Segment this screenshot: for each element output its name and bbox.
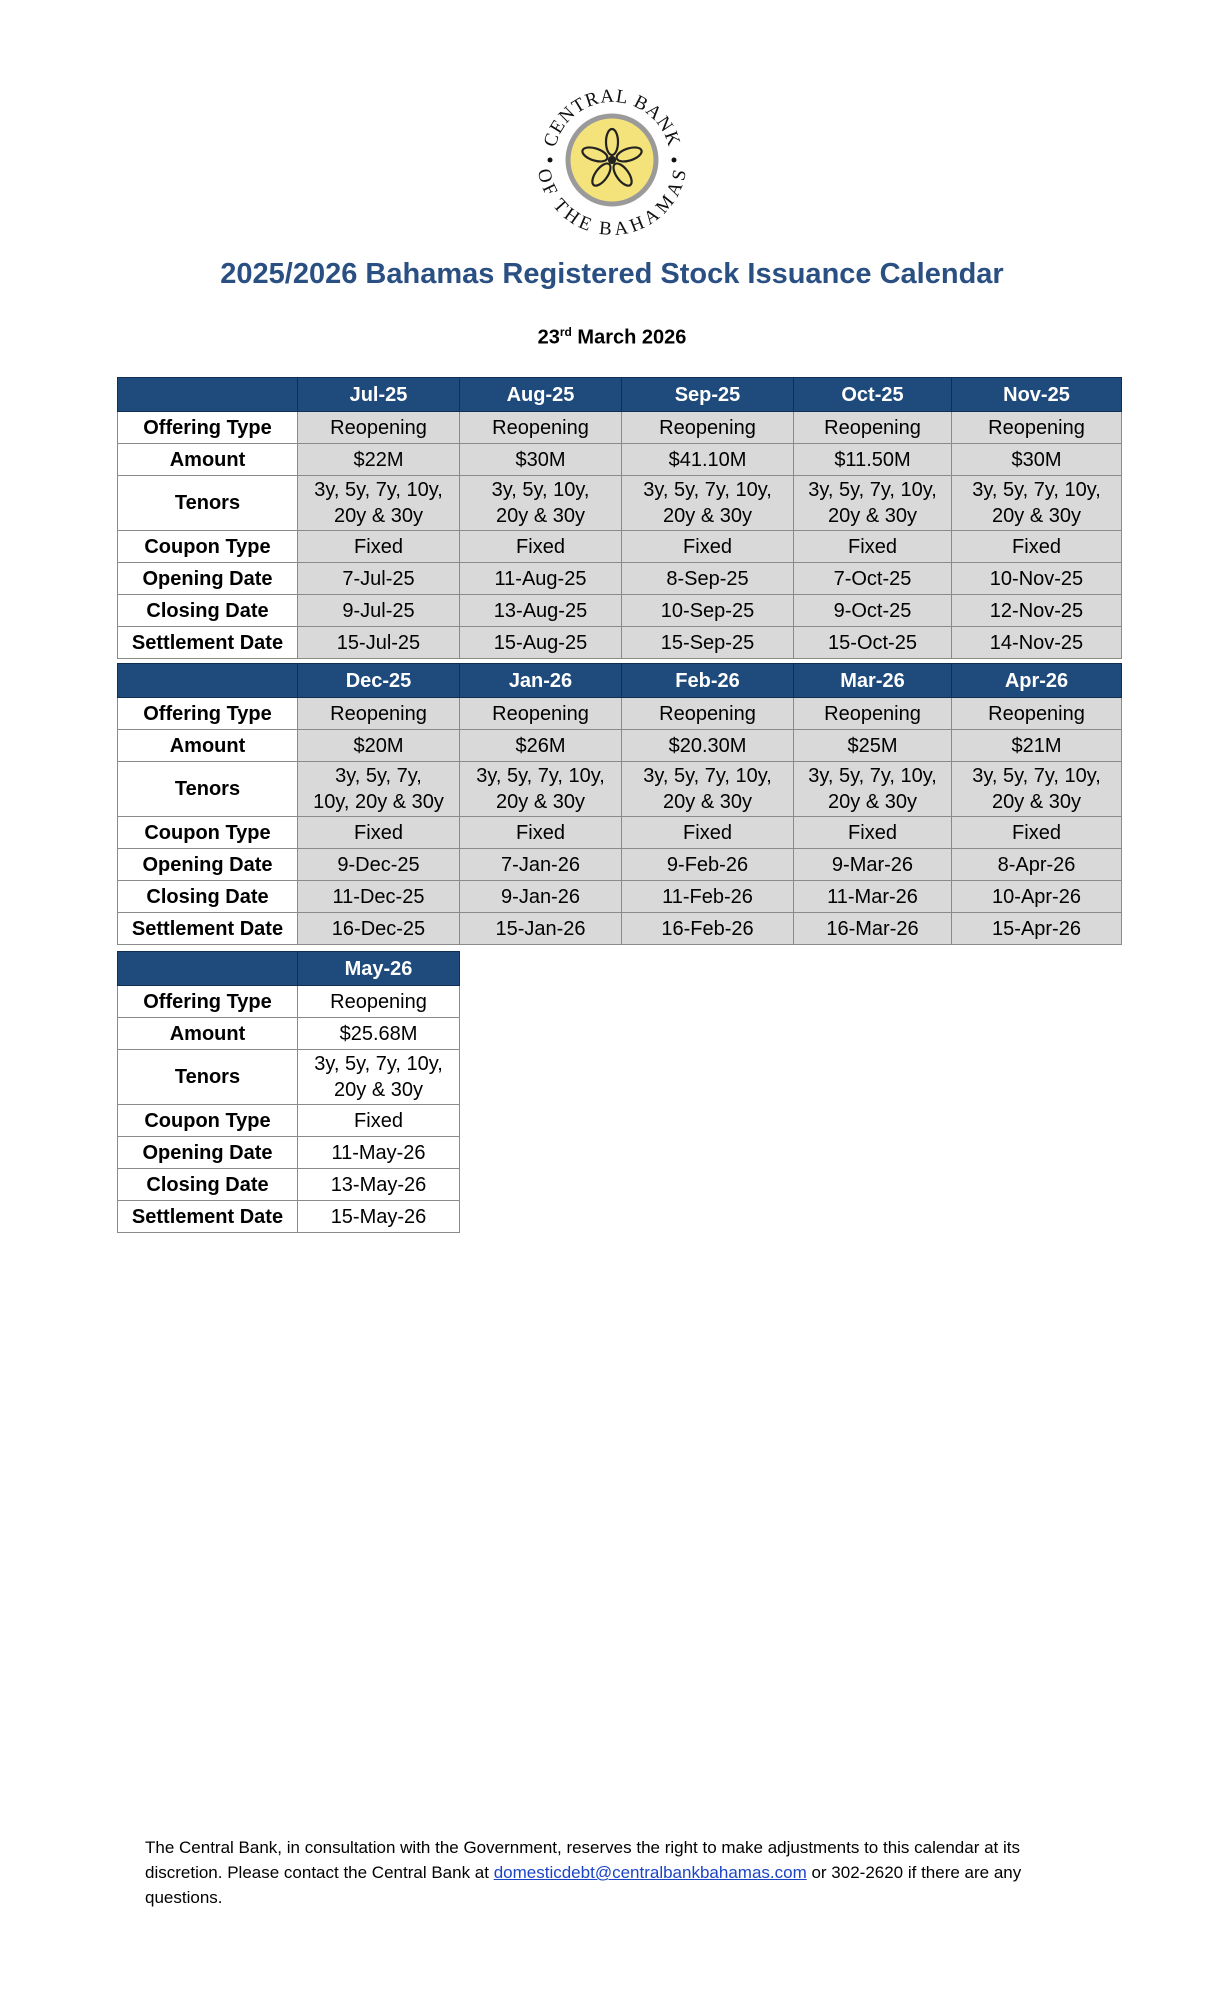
closing-date-cell: 9-Oct-25: [794, 595, 952, 627]
issue-date: [0, 325, 1224, 350]
coupon-type-cell: Fixed: [622, 531, 794, 563]
settlement-date-cell: 15-Apr-26: [952, 913, 1122, 945]
opening-date-cell: 10-Nov-25: [952, 563, 1122, 595]
tenor-line: 3y, 5y, 7y, 10y,: [314, 479, 443, 501]
date-month-year: March 2026: [577, 326, 687, 349]
amount-cell: $26M: [460, 730, 622, 762]
tenor-line: 3y, 5y, 7y, 10y,: [314, 1053, 443, 1075]
amount-cell: $30M: [460, 444, 622, 476]
logo-top-text: CENTRAL BANK: [539, 85, 685, 150]
month-header: Nov-25: [952, 378, 1122, 412]
footer-text-after: or 302-2620 if there are any questions.: [145, 1863, 1022, 1907]
table-row-opening-date: [118, 849, 1122, 881]
offering-type-cell: Reopening: [298, 412, 460, 444]
row-label: Coupon Type: [118, 817, 298, 849]
row-label: Settlement Date: [118, 913, 298, 945]
footer-text-before: The Central Bank, in consultation with the Government, reserves the right to make adjustments to this calendar at its discretion. Please contact the Central Bank at: [145, 1838, 1020, 1882]
amount-cell: $21M: [952, 730, 1122, 762]
header-row: [118, 664, 1122, 698]
closing-date-cell: 9-Jan-26: [460, 881, 622, 913]
month-header: Jul-25: [298, 378, 460, 412]
settlement-date-cell: 15-Oct-25: [794, 627, 952, 659]
row-label: Offering Type: [118, 412, 298, 444]
row-label: Coupon Type: [118, 531, 298, 563]
closing-date-cell: 10-Sep-25: [622, 595, 794, 627]
offering-type-cell: Reopening: [794, 698, 952, 730]
amount-cell: $20.30M: [622, 730, 794, 762]
table-row-settlement-date: [118, 1201, 460, 1233]
closing-date-cell: 11-Feb-26: [622, 881, 794, 913]
table-row-closing-date: [118, 881, 1122, 913]
closing-date-cell: 11-Mar-26: [794, 881, 952, 913]
tenor-line: 10y, 20y & 30y: [313, 791, 444, 813]
tenor-line: 20y & 30y: [828, 791, 917, 813]
settlement-date-cell: 15-Sep-25: [622, 627, 794, 659]
coupon-type-cell: Fixed: [952, 531, 1122, 563]
tenors-cell: [298, 1050, 460, 1105]
opening-date-cell: 7-Jul-25: [298, 563, 460, 595]
tenor-line: 20y & 30y: [496, 505, 585, 527]
settlement-date-cell: 15-Aug-25: [460, 627, 622, 659]
table-row-amount: [118, 444, 1122, 476]
coupon-type-cell: Fixed: [622, 817, 794, 849]
row-label: Offering Type: [118, 698, 298, 730]
row-label: Amount: [118, 444, 298, 476]
table-row-settlement-date: [118, 913, 1122, 945]
issuance-table-3: [117, 951, 460, 1233]
date-day: 23: [537, 326, 560, 349]
table-row-offering-type: [118, 698, 1122, 730]
tenor-line: 3y, 5y, 7y, 10y,: [643, 765, 772, 787]
footer-note: [145, 1835, 1095, 1910]
table-row-tenors: [118, 476, 1122, 531]
row-label: Closing Date: [118, 881, 298, 913]
date-suffix: rd: [559, 325, 572, 339]
row-label: Opening Date: [118, 849, 298, 881]
offering-type-cell: Reopening: [952, 412, 1122, 444]
coupon-type-cell: Fixed: [460, 531, 622, 563]
tenor-line: 3y, 5y, 10y,: [491, 479, 590, 501]
page-title: 2025/2026 Bahamas Registered Stock Issuance Calendar: [220, 258, 1004, 290]
table-row-coupon-type: [118, 1105, 460, 1137]
table-row-offering-type: [118, 986, 460, 1018]
closing-date-cell: 13-Aug-25: [460, 595, 622, 627]
table-row-opening-date: [118, 563, 1122, 595]
offering-type-cell: Reopening: [298, 698, 460, 730]
tenor-line: 20y & 30y: [663, 505, 752, 527]
month-header: Sep-25: [622, 378, 794, 412]
logo-bottom-text: OF THE BAHAMAS: [532, 166, 692, 240]
header-row: [118, 952, 460, 986]
month-header: Mar-26: [794, 664, 952, 698]
table-row-coupon-type: [118, 531, 1122, 563]
settlement-date-cell: 15-May-26: [298, 1201, 460, 1233]
offering-type-cell: Reopening: [460, 412, 622, 444]
tenors-cell: [460, 762, 622, 817]
row-label: Amount: [118, 1018, 298, 1050]
opening-date-cell: 9-Feb-26: [622, 849, 794, 881]
opening-date-cell: 11-May-26: [298, 1137, 460, 1169]
table-row-tenors: [118, 762, 1122, 817]
tenors-cell: [298, 476, 460, 531]
row-label: Opening Date: [118, 1137, 298, 1169]
tenors-cell: [298, 762, 460, 817]
settlement-date-cell: 15-Jan-26: [460, 913, 622, 945]
tenors-cell: [460, 476, 622, 531]
table-row-opening-date: [118, 1137, 460, 1169]
amount-cell: $41.10M: [622, 444, 794, 476]
row-label: Tenors: [118, 476, 298, 531]
settlement-date-cell: 16-Mar-26: [794, 913, 952, 945]
offering-type-cell: Reopening: [622, 412, 794, 444]
row-label: Amount: [118, 730, 298, 762]
amount-cell: $25.68M: [298, 1018, 460, 1050]
header-corner: [118, 952, 298, 986]
offering-type-cell: Reopening: [794, 412, 952, 444]
settlement-date-cell: 16-Dec-25: [298, 913, 460, 945]
month-header: Oct-25: [794, 378, 952, 412]
table-row-amount: [118, 730, 1122, 762]
month-header: Feb-26: [622, 664, 794, 698]
amount-cell: $25M: [794, 730, 952, 762]
opening-date-cell: 8-Sep-25: [622, 563, 794, 595]
tenor-line: 20y & 30y: [992, 791, 1081, 813]
coupon-type-cell: Fixed: [952, 817, 1122, 849]
tenors-cell: [952, 762, 1122, 817]
tenor-line: 3y, 5y, 7y, 10y,: [808, 479, 937, 501]
closing-date-cell: 9-Jul-25: [298, 595, 460, 627]
tenor-line: 20y & 30y: [992, 505, 1081, 527]
tenor-line: 3y, 5y, 7y, 10y,: [972, 765, 1101, 787]
closing-date-cell: 12-Nov-25: [952, 595, 1122, 627]
tenors-cell: [794, 476, 952, 531]
settlement-date-cell: 16-Feb-26: [622, 913, 794, 945]
row-label: Settlement Date: [118, 627, 298, 659]
closing-date-cell: 11-Dec-25: [298, 881, 460, 913]
opening-date-cell: 9-Mar-26: [794, 849, 952, 881]
amount-cell: $22M: [298, 444, 460, 476]
tenors-cell: [622, 762, 794, 817]
month-header: Dec-25: [298, 664, 460, 698]
opening-date-cell: 7-Jan-26: [460, 849, 622, 881]
header-row: [118, 378, 1122, 412]
contact-email-link[interactable]: domesticdebt@centralbankbahamas.com: [493, 1863, 807, 1882]
opening-date-cell: 8-Apr-26: [952, 849, 1122, 881]
tenor-line: 3y, 5y, 7y,: [335, 765, 422, 787]
tenor-line: 3y, 5y, 7y, 10y,: [972, 479, 1101, 501]
row-label: Coupon Type: [118, 1105, 298, 1137]
issuance-table-2: [117, 663, 1122, 945]
coupon-type-cell: Fixed: [298, 817, 460, 849]
month-header: Aug-25: [460, 378, 622, 412]
tenor-line: 3y, 5y, 7y, 10y,: [643, 479, 772, 501]
row-label: Closing Date: [118, 1169, 298, 1201]
amount-cell: $30M: [952, 444, 1122, 476]
coupon-type-cell: Fixed: [298, 531, 460, 563]
table-row-tenors: [118, 1050, 460, 1105]
settlement-date-cell: 14-Nov-25: [952, 627, 1122, 659]
central-bank-logo: [532, 80, 692, 240]
offering-type-cell: Reopening: [460, 698, 622, 730]
table-row-closing-date: [118, 595, 1122, 627]
issuance-table-1: [117, 377, 1122, 659]
amount-cell: $20M: [298, 730, 460, 762]
tenors-cell: [794, 762, 952, 817]
month-header: Apr-26: [952, 664, 1122, 698]
table-row-settlement-date: [118, 627, 1122, 659]
month-header: May-26: [298, 952, 460, 986]
coupon-type-cell: Fixed: [794, 531, 952, 563]
offering-type-cell: Reopening: [952, 698, 1122, 730]
coupon-type-cell: Fixed: [460, 817, 622, 849]
opening-date-cell: 11-Aug-25: [460, 563, 622, 595]
tenor-line: 20y & 30y: [828, 505, 917, 527]
coupon-type-cell: Fixed: [794, 817, 952, 849]
tenor-line: 3y, 5y, 7y, 10y,: [476, 765, 605, 787]
tenor-line: 20y & 30y: [663, 791, 752, 813]
tenor-line: 20y & 30y: [496, 791, 585, 813]
table-row-amount: [118, 1018, 460, 1050]
closing-date-cell: 13-May-26: [298, 1169, 460, 1201]
header-corner: [118, 664, 298, 698]
row-label: Opening Date: [118, 563, 298, 595]
table-row-closing-date: [118, 1169, 460, 1201]
settlement-date-cell: 15-Jul-25: [298, 627, 460, 659]
row-label: Tenors: [118, 1050, 298, 1105]
row-label: Offering Type: [118, 986, 298, 1018]
month-header: Jan-26: [460, 664, 622, 698]
row-label: Closing Date: [118, 595, 298, 627]
table-row-coupon-type: [118, 817, 1122, 849]
table-row-offering-type: [118, 412, 1122, 444]
row-label: Settlement Date: [118, 1201, 298, 1233]
offering-type-cell: Reopening: [298, 986, 460, 1018]
offering-type-cell: Reopening: [622, 698, 794, 730]
closing-date-cell: 10-Apr-26: [952, 881, 1122, 913]
amount-cell: $11.50M: [794, 444, 952, 476]
opening-date-cell: 9-Dec-25: [298, 849, 460, 881]
tenor-line: 3y, 5y, 7y, 10y,: [808, 765, 937, 787]
opening-date-cell: 7-Oct-25: [794, 563, 952, 595]
coupon-type-cell: Fixed: [298, 1105, 460, 1137]
tenor-line: 20y & 30y: [334, 505, 423, 527]
tenors-cell: [622, 476, 794, 531]
header-corner: [118, 378, 298, 412]
tenor-line: 20y & 30y: [334, 1079, 423, 1101]
row-label: Tenors: [118, 762, 298, 817]
tenors-cell: [952, 476, 1122, 531]
